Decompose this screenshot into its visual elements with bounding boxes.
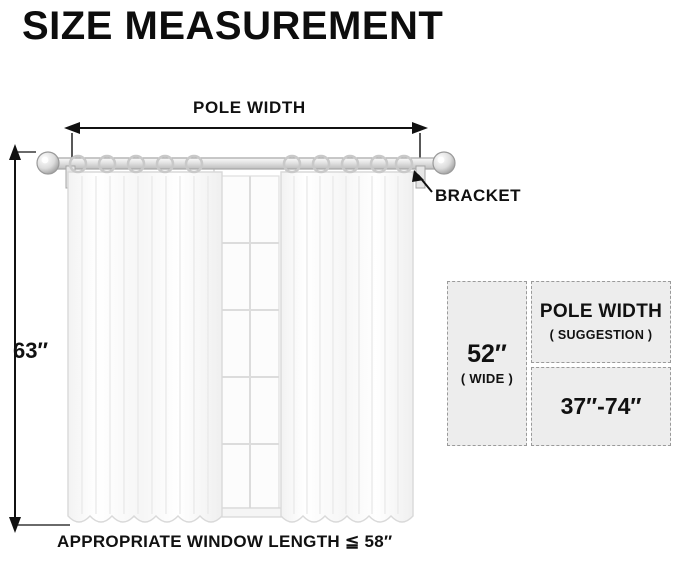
spec-width-value: 52″ (467, 340, 507, 369)
pole-width-label: POLE WIDTH (193, 98, 306, 117)
window-frame (214, 168, 286, 517)
window-length-caption: APPROPRIATE WINDOW LENGTH ≦ 58″ (57, 532, 393, 551)
spec-cell-pole-range (531, 367, 671, 446)
height-label: 63″ (13, 338, 49, 363)
bracket-label: BRACKET (435, 186, 521, 205)
pole-width-arrow (64, 122, 428, 160)
spec-width-note: ( WIDE ) (460, 370, 514, 386)
page-title: SIZE MEASUREMENT (22, 4, 444, 48)
right-curtain-panel (281, 156, 413, 522)
left-curtain-panel (68, 156, 222, 522)
spec-pole-title: POLE WIDTH (539, 301, 663, 323)
spec-pole-range: 37″-74″ (560, 393, 642, 419)
spec-cell-pole-width (531, 281, 671, 363)
spec-pole-note: ( SUGGESTION ) (549, 327, 653, 342)
spec-cell-width (447, 281, 527, 446)
spec-table (447, 281, 671, 446)
